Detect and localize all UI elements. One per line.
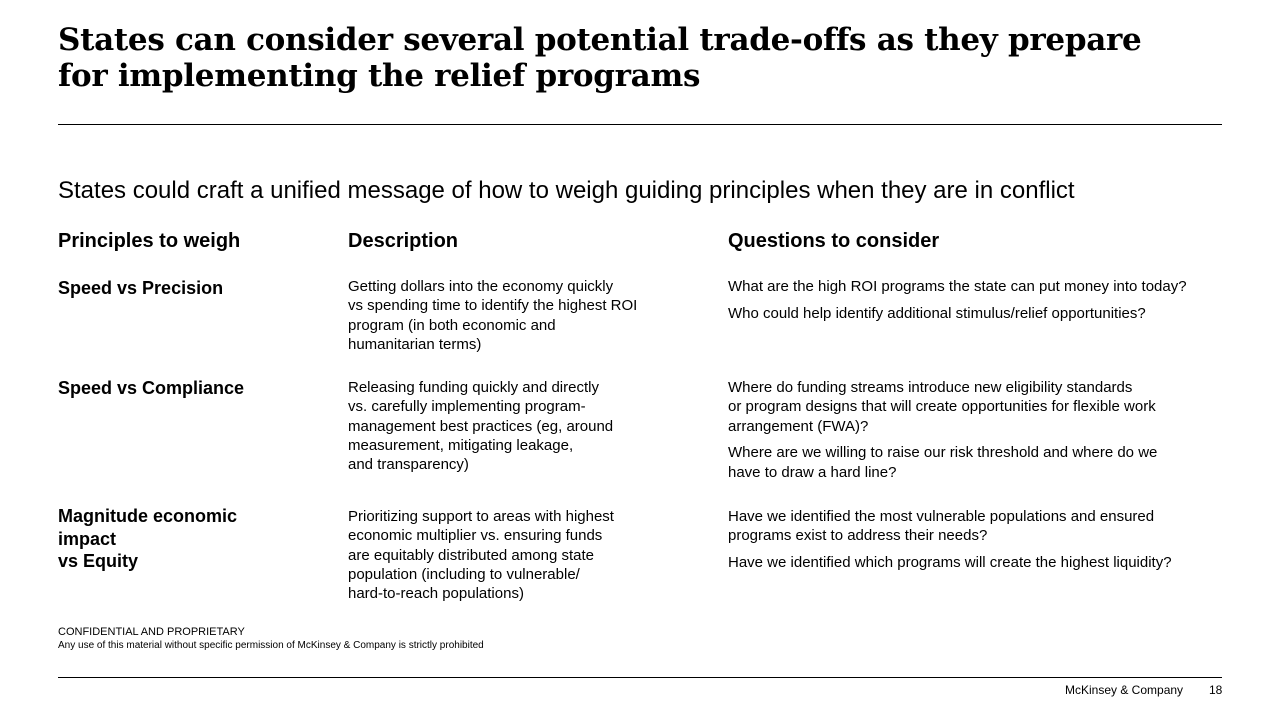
subtitle: States could craft a unified message of how to weigh guiding principles when they are in conflict [58, 177, 1075, 204]
question-item [728, 378, 1228, 436]
page-title-line-2: for implementing the relief programs [58, 58, 701, 94]
principle-line: Magnitude economic [58, 506, 238, 526]
top-divider [58, 124, 1222, 125]
description-speed-vs-precision [348, 277, 698, 354]
principle-speed-vs-compliance [58, 377, 318, 400]
questions-speed-vs-precision [728, 277, 1228, 331]
question-line: Who could help identify additional stimulus/relief opportunities? [728, 304, 1146, 322]
bottom-divider [58, 677, 1222, 678]
description-speed-vs-compliance [348, 378, 698, 474]
description-line: management best practices (eg, around [348, 417, 614, 435]
description-line: hard-to-reach populations) [348, 585, 524, 603]
description-magnitude-vs-equity [348, 507, 698, 603]
page-title [58, 22, 1158, 94]
description-line: population (including to vulnerable/ [348, 565, 580, 583]
description-line: vs spending time to identify the highest ROI [348, 297, 638, 315]
principle-line: vs Equity [58, 551, 139, 571]
description-line: economic multiplier vs. ensuring funds [348, 527, 603, 545]
confidential-notice: CONFIDENTIAL AND PROPRIETARY [58, 626, 245, 638]
questions-speed-vs-compliance [728, 378, 1228, 489]
principle-speed-vs-precision [58, 277, 318, 300]
company-name: McKinsey & Company [1065, 683, 1184, 697]
description-line: vs. carefully implementing program- [348, 398, 586, 416]
question-line: Where are we willing to raise our risk threshold and where do we [728, 444, 1158, 462]
question-item [728, 443, 1228, 482]
description-line: program (in both economic and [348, 316, 556, 334]
description-line: are equitably distributed among state [348, 546, 594, 564]
question-line: What are the high ROI programs the state can put money into today? [728, 278, 1187, 295]
question-line: have to draw a hard line? [728, 463, 897, 481]
description-line: humanitarian terms) [348, 335, 482, 353]
question-line: programs exist to address their needs? [728, 527, 988, 545]
principle-line: Speed vs Precision [58, 278, 224, 298]
question-item [728, 277, 1228, 296]
header-principles: Principles to weigh [58, 230, 241, 252]
description-line: Prioritizing support to areas with highest [348, 508, 614, 525]
question-line: or program designs that will create opportunities for flexible work [728, 398, 1156, 416]
description-line: Releasing funding quickly and directly [348, 379, 599, 396]
question-item [728, 507, 1228, 546]
question-line: Where do funding streams introduce new eligibility standards [728, 379, 1133, 396]
question-line: Have we identified the most vulnerable populations and ensured [728, 508, 1155, 525]
principle-line: Speed vs Compliance [58, 378, 245, 398]
description-line: Getting dollars into the economy quickly [348, 278, 614, 295]
description-line: measurement, mitigating leakage, [348, 436, 574, 454]
header-questions: Questions to consider [728, 230, 940, 252]
header-description: Description [348, 230, 459, 252]
description-line: and transparency) [348, 456, 469, 474]
question-line: Have we identified which programs will create the highest liquidity? [728, 554, 1172, 572]
usage-disclaimer: Any use of this material without specific permission of McKinsey & Company is strictly prohibited [58, 640, 484, 651]
question-item [728, 553, 1228, 572]
principle-magnitude-vs-equity [58, 505, 318, 573]
page-number: 18 [1209, 683, 1223, 697]
page-title-line-1: States can consider several potential trade-offs as they prepare [58, 22, 1142, 58]
questions-magnitude-vs-equity [728, 507, 1228, 580]
question-line: arrangement (FWA)? [728, 417, 869, 435]
question-item [728, 304, 1228, 323]
principle-line: impact [58, 528, 117, 549]
